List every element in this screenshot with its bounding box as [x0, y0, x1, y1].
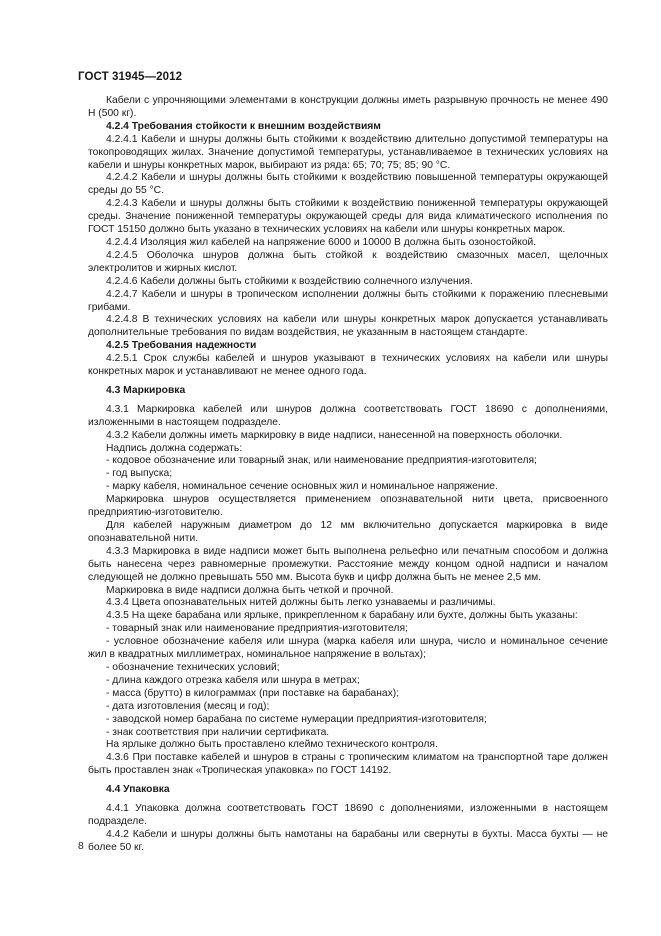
paragraph: 4.2.4.1 Кабели и шнуры должны быть стойкими к воздействию длительно допустимой температуры на токопроводящих жилах. Значение допустимой температуры, устанавливаемое в технических условиях на кабели и шнуры конкретных марок, выбирают из ряда: 65; 70; 75; 85; 90 °С. — [88, 133, 608, 171]
paragraph: 4.4.1 Упаковка должна соответствовать ГОСТ 18690 с дополнениями, изложенными в настоящем подразделе. — [88, 803, 608, 827]
page-number: 8 — [78, 841, 84, 852]
paragraph: 4.2.4.3 Кабели и шнуры должны быть стойкими к воздействию пониженной температуры окружающей среды. Значение пониженной температуры окружающей среды для вида климатического исполнения по ГОСТ 15150 должно быть указано в технических условиях на кабели или шнуры конкретных марок. — [88, 198, 608, 236]
document-body — [88, 95, 608, 855]
paragraph: Для кабелей наружным диаметром до 12 мм включительно допускается маркировка в виде опознавательной нити. — [88, 520, 608, 544]
paragraph: 4.2.5.1 Срок службы кабелей и шнуров указывают в технических условиях на кабели или шнуры конкретных марок и устанавливают не менее одного года. — [88, 353, 608, 378]
paragraph: 4.2.4.5 Оболочка шнуров должна быть стойкой к воздействию смазочных масел, щелочных электролитов и жирных кислот. — [88, 249, 608, 274]
paragraph: 4.3.5 На щеке барабана или ярлыке, прикрепленном к барабану или бухте, должны быть указаны: — [106, 610, 578, 622]
paragraph: 4.3.6 При поставке кабелей и шнуров в страны с тропическим климатом на транспортной таре должен быть проставлен знак «Тропическая упаковка» по ГОСТ 14192. — [88, 752, 608, 777]
paragraph: 4.4.2 Кабели и шнуры должны быть намотаны на барабаны или свернуты в бухты. Масса бухты — не более 50 кг. — [88, 828, 608, 853]
list-item: - заводской номер барабана по системе нумерации предприятия-изготовителя; — [106, 713, 487, 725]
list-item: - марку кабеля, номинальное сечение основных жил и номинальное напряжение. — [106, 481, 498, 493]
paragraph: Кабели с упрочняющими элементами в конструкции должны иметь разрывную прочность не менее 490 Н (500 кг). — [88, 95, 608, 119]
paragraph: 4.2.4.7 Кабели и шнуры в тропическом исполнении должны быть стойкими к поражению плесневыми грибами. — [88, 288, 608, 313]
list-item: - год выпуска; — [106, 468, 173, 480]
paragraph: Маркировка в виде надписи должна быть четкой и прочной. — [106, 584, 394, 596]
page-header: ГОСТ 31945—2012 — [78, 71, 183, 83]
section-heading: 4.3 Маркировка — [106, 384, 186, 396]
paragraph: 4.2.4.8 В технических условиях на кабели или шнуры конкретных марок допускается устанавливать дополнительные требования по видам воздействия, не указанным в настоящем стандарте. — [88, 314, 608, 339]
section-heading: 4.2.5 Требования надежности — [106, 340, 257, 352]
list-item: - обозначение технических условий; — [106, 661, 280, 673]
paragraph: 4.2.4.2 Кабели и шнуры должны быть стойкими к воздействию повышенной температуры окружающей среды до 55 °С. — [88, 172, 608, 197]
paragraph: Надпись должна содержать: — [106, 442, 243, 454]
paragraph: - условное обозначение кабеля или шнура (марка кабеля или шнура, число и номинальное сечение жил в квадратных миллиметрах, номинальное напряжение в вольтах); — [88, 636, 608, 661]
paragraph: 4.3.3 Маркировка в виде надписи может быть выполнена рельефно или печатным способом и должна быть нанесена через равномерные промежутки. Расстояние между концом одной надписи и началом следующей не должно превышать 550 мм. Высота букв и цифр должна быть не менее 2,5 мм. — [88, 545, 608, 583]
paragraph: 4.2.4.6 Кабели должны быть стойкими к воздействию солнечного излучения. — [106, 275, 473, 287]
paragraph: 4.3.2 Кабели должны иметь маркировку в виде надписи, нанесенной на поверхность оболочки. — [106, 429, 563, 441]
paragraph: 4.2.4.4 Изоляция жил кабелей на напряжение 6000 и 10000 В должна быть озоностойкой. — [106, 236, 537, 248]
list-item: - кодовое обозначение или товарный знак, или наименование предприятия-изготовителя; — [106, 455, 537, 467]
paragraph: Маркировка шнуров осуществляется применением опознавательной нити цвета, присвоенного предприятию-изготовителю. — [88, 494, 608, 519]
list-item: - товарный знак или наименование предприятия-изготовителя; — [106, 623, 408, 635]
paragraph: 4.3.4 Цвета опознавательных нитей должны быть легко узнаваемы и различимы. — [106, 597, 496, 609]
paragraph: 4.3.1 Маркировка кабелей или шнуров должна соответствовать ГОСТ 18690 с дополнениями, изложенными в настоящем подразделе. — [88, 403, 608, 428]
section-heading: 4.4 Упаковка — [106, 784, 170, 796]
paragraph: На ярлыке должно быть проставлено клеймо технического контроля. — [106, 739, 438, 751]
list-item: - масса (брутто) в килограммах (при поставке на барабанах); — [106, 687, 400, 699]
list-item: - длина каждого отрезка кабеля или шнура в метрах; — [106, 674, 360, 686]
section-heading: 4.2.4 Требования стойкости к внешним воздействиям — [106, 120, 381, 132]
list-item: - знак соответствия при наличии сертификата. — [106, 726, 330, 738]
list-item: - дата изготовления (месяц и год); — [106, 700, 270, 712]
